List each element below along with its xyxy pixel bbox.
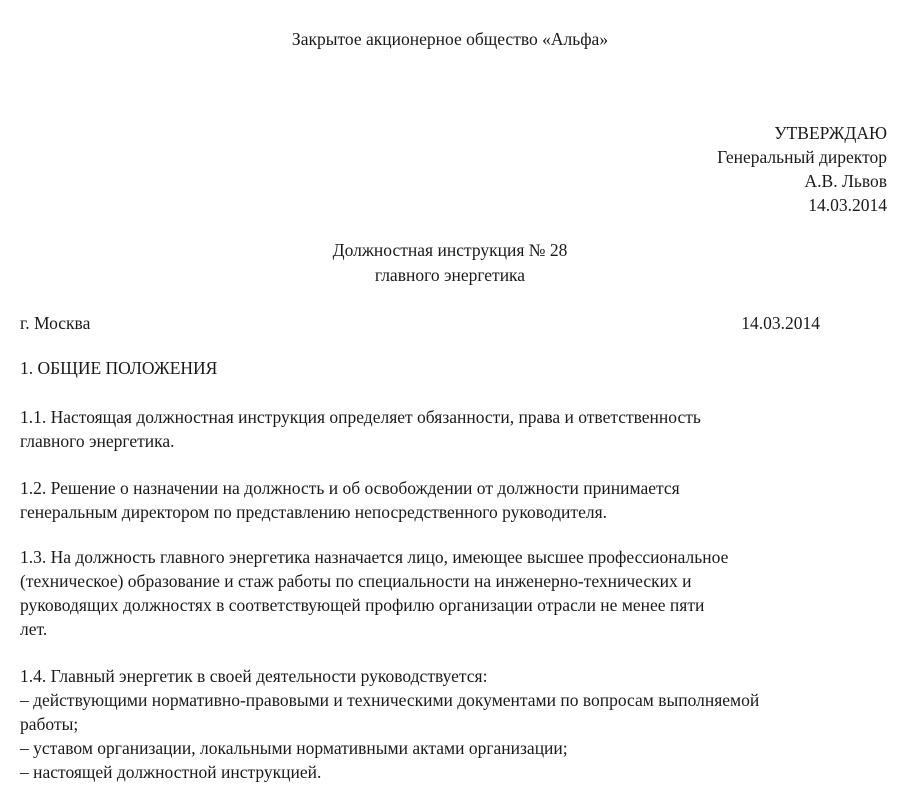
section-heading: 1. ОБЩИЕ ПОЛОЖЕНИЯ [20, 358, 218, 378]
paragraph-1-3 [20, 545, 890, 641]
paragraph-line: генеральным директором по представлению непосредственного руководителя. [20, 502, 607, 522]
paragraph-line: 1.4. Главный энергетик в своей деятельности руководствуется: [20, 666, 488, 686]
paragraph-line: (техническое) образование и стаж работы по специальности на инженерно-технических и [20, 571, 692, 591]
paragraph-line: главного энергетика. [20, 431, 175, 451]
document-title: Должностная инструкция № 28 [332, 240, 568, 260]
paragraph-line: – действующими нормативно-правовыми и техническими документами по вопросам выполняемой [20, 690, 760, 710]
company-name: Закрытое акционерное общество «Альфа» [291, 29, 609, 49]
approval-date: 14.03.2014 [808, 195, 887, 215]
paragraph-1-2 [20, 476, 890, 524]
paragraph-line: 1.2. Решение о назначении на должность и об освобождении от должности принимается [20, 478, 680, 498]
paragraph-line: – уставом организации, локальными нормативными актами организации; [20, 738, 568, 758]
document-subtitle: главного энергетика [374, 265, 526, 285]
approval-name: А.В. Львов [804, 171, 887, 191]
document-city: г. Москва [20, 313, 91, 333]
paragraph-line: – настоящей должностной инструкцией. [20, 762, 322, 782]
paragraph-line: 1.3. На должность главного энергетика назначается лицо, имеющее высшее профессиональное [20, 547, 729, 567]
paragraph-1-4 [20, 664, 890, 784]
paragraph-line: лет. [20, 619, 48, 639]
approval-title: УТВЕРЖДАЮ [774, 123, 887, 143]
paragraph-line: работы; [20, 714, 79, 734]
paragraph-line: руководящих должностях в соответствующей профилю организации отрасли не менее пяти [20, 595, 705, 615]
paragraph-line: 1.1. Настоящая должностная инструкция определяет обязанности, права и ответственность [20, 407, 701, 427]
document-date: 14.03.2014 [741, 313, 820, 333]
paragraph-1-1 [20, 405, 890, 453]
approval-position: Генеральный директор [717, 147, 887, 167]
